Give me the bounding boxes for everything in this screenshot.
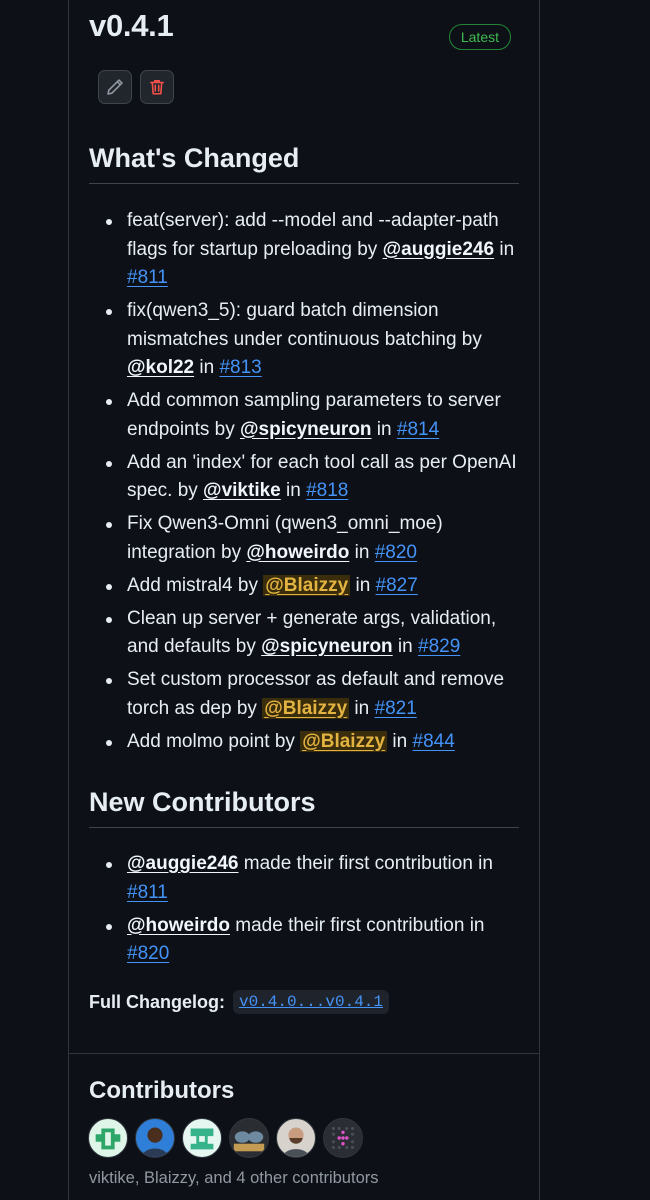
new-contributors-list bbox=[89, 850, 519, 973]
avatar-green-cross[interactable] bbox=[88, 1118, 128, 1158]
in-text: in bbox=[371, 418, 397, 440]
in-text: in bbox=[194, 357, 220, 378]
user-link[interactable]: @kol22 bbox=[127, 357, 195, 378]
release-card bbox=[68, 0, 540, 1200]
in-text: in bbox=[280, 480, 307, 501]
list-item bbox=[89, 912, 519, 969]
list-item bbox=[89, 850, 519, 907]
user-link[interactable]: @spicyneuron bbox=[240, 418, 372, 440]
change-text: Add an 'index' for each tool call as per OpenAI spec. by bbox=[127, 451, 517, 501]
change-text: feat(server): add --model and --adapter-path flags for startup preloading by bbox=[127, 210, 499, 260]
pr-link[interactable]: #827 bbox=[375, 574, 418, 596]
pr-link[interactable]: #844 bbox=[412, 730, 455, 752]
list-item bbox=[89, 449, 519, 506]
pr-link[interactable]: #818 bbox=[306, 480, 349, 501]
contribution-text: made their first contribution in bbox=[229, 914, 485, 936]
full-changelog bbox=[89, 990, 389, 1014]
contributors-heading: Contributors bbox=[89, 1077, 235, 1104]
changes-list bbox=[89, 207, 519, 761]
release-title[interactable]: v0.4.1 bbox=[89, 8, 174, 43]
change-text: fix(qwen3_5): guard batch dimension mismatches under continuous batching by bbox=[127, 300, 482, 350]
new-contributors-heading: New Contributors bbox=[89, 787, 519, 828]
avatar-teal-pattern[interactable] bbox=[182, 1118, 222, 1158]
change-text: Fix Qwen3-Omni (qwen3_omni_moe) integration by bbox=[127, 513, 443, 563]
contribution-text: made their first contribution in bbox=[238, 853, 493, 874]
list-item bbox=[89, 207, 519, 293]
list-item bbox=[89, 666, 519, 723]
trash-icon bbox=[148, 78, 166, 96]
list-item bbox=[89, 510, 519, 567]
pr-link[interactable]: #820 bbox=[127, 943, 170, 964]
user-link[interactable]: @Blaizzy bbox=[265, 574, 349, 596]
pr-link[interactable]: #811 bbox=[127, 881, 168, 903]
list-item bbox=[89, 605, 519, 662]
list-item bbox=[89, 728, 519, 757]
list-item bbox=[89, 387, 519, 444]
avatar-person-beard[interactable] bbox=[276, 1118, 316, 1158]
pencil-icon bbox=[106, 78, 124, 96]
avatar-person-blue[interactable] bbox=[135, 1118, 175, 1158]
pr-link[interactable]: #814 bbox=[396, 418, 440, 440]
whats-changed-heading: What's Changed bbox=[89, 143, 519, 184]
change-text: Add molmo point by bbox=[127, 730, 301, 752]
in-text: in bbox=[392, 636, 419, 657]
user-link[interactable]: @howeirdo bbox=[246, 541, 350, 563]
user-link[interactable]: @viktike bbox=[203, 480, 281, 501]
in-text: in bbox=[349, 541, 375, 563]
avatar-goggles[interactable] bbox=[229, 1118, 269, 1158]
user-link[interactable]: @Blaizzy bbox=[302, 730, 386, 752]
in-text: in bbox=[387, 730, 413, 752]
contributors-summary[interactable]: viktike, Blaizzy, and 4 other contributors bbox=[89, 1169, 379, 1187]
pr-link[interactable]: #820 bbox=[374, 541, 417, 563]
change-text: Add common sampling parameters to server endpoints by bbox=[127, 390, 501, 440]
change-text: Clean up server + generate args, validation, and defaults by bbox=[127, 607, 497, 657]
list-item bbox=[89, 297, 519, 383]
avatar-dots-pink[interactable] bbox=[323, 1118, 363, 1158]
pr-link[interactable]: #829 bbox=[418, 636, 461, 657]
change-text: Add mistral4 by bbox=[127, 574, 264, 596]
in-text: in bbox=[494, 238, 515, 260]
latest-badge: Latest bbox=[449, 24, 511, 50]
change-text: Set custom processor as default and remove torch as dep by bbox=[127, 669, 505, 719]
user-link[interactable]: @howeirdo bbox=[127, 914, 230, 936]
edit-button[interactable] bbox=[98, 70, 132, 104]
user-link[interactable]: @auggie246 bbox=[382, 238, 495, 260]
user-link[interactable]: @auggie246 bbox=[127, 853, 239, 874]
in-text: in bbox=[349, 697, 375, 719]
pr-link[interactable]: #811 bbox=[127, 267, 168, 288]
user-link[interactable]: @Blaizzy bbox=[264, 697, 348, 719]
contributor-avatars bbox=[88, 1118, 370, 1158]
user-link[interactable]: @spicyneuron bbox=[261, 636, 393, 657]
list-item bbox=[89, 572, 519, 601]
in-text: in bbox=[350, 574, 376, 596]
delete-button[interactable] bbox=[140, 70, 174, 104]
pr-link[interactable]: #813 bbox=[219, 357, 262, 378]
section-divider bbox=[69, 1053, 539, 1054]
changelog-label: Full Changelog: bbox=[89, 991, 225, 1012]
pr-link[interactable]: #821 bbox=[374, 697, 417, 719]
changelog-link[interactable]: v0.4.0...v0.4.1 bbox=[233, 990, 389, 1014]
